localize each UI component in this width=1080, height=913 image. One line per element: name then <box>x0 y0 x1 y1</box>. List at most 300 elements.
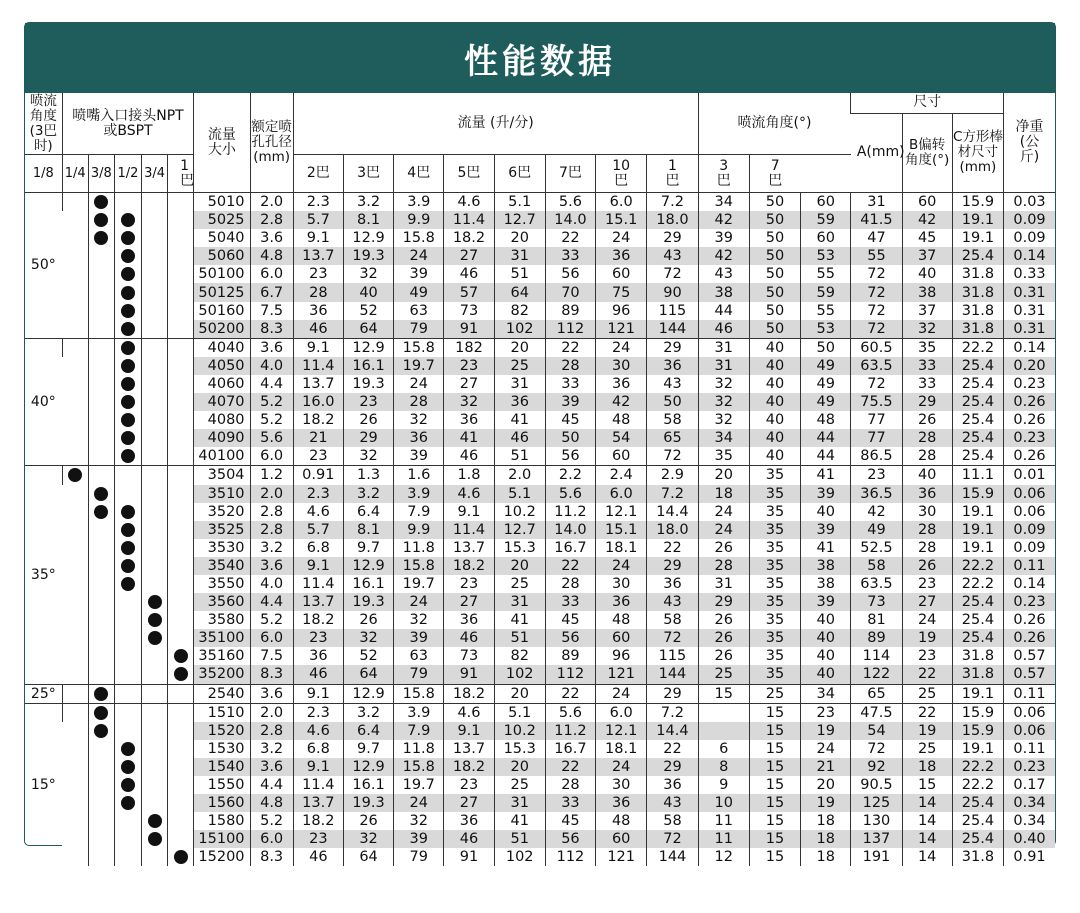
flow-cell: 27 <box>444 794 494 812</box>
flow-cell: 79 <box>394 320 444 339</box>
flow-cell: 102 <box>494 665 545 684</box>
flow-size-cell: 1540 <box>194 758 250 776</box>
dimension-cell-a: 77 <box>851 429 902 447</box>
inlet-size-cell <box>88 320 114 339</box>
flow-cell: 89 <box>545 647 595 665</box>
orifice-cell: 6.0 <box>250 830 293 848</box>
flow-cell: 19.7 <box>394 575 444 593</box>
table-row <box>25 557 1055 575</box>
table-row <box>25 247 1055 265</box>
inlet-size-cell <box>62 503 88 521</box>
header-inlet-size: 1/2 <box>114 155 141 193</box>
flow-cell: 51 <box>494 265 545 283</box>
inlet-size-cell <box>142 629 168 647</box>
dimension-cell-w: 0.26 <box>1004 411 1055 429</box>
flow-cell: 36 <box>444 812 494 830</box>
inlet-size-cell <box>114 375 141 393</box>
flow-cell: 46 <box>444 447 494 466</box>
inlet-size-cell <box>168 193 194 212</box>
angle-cell: 40 <box>749 447 800 466</box>
dimension-cell-a: 47.5 <box>851 703 902 722</box>
flow-cell: 6.8 <box>293 740 343 758</box>
dimension-cell-c: 25.4 <box>952 411 1003 429</box>
angle-cell: 31 <box>698 338 749 357</box>
inlet-size-cell <box>88 740 114 758</box>
flow-cell: 24 <box>596 338 647 357</box>
flow-cell: 19.3 <box>343 247 393 265</box>
flow-cell: 18.2 <box>444 229 494 247</box>
inlet-size-cell <box>88 229 114 247</box>
flow-cell: 22 <box>545 229 595 247</box>
dimension-cell-b: 33 <box>902 375 952 393</box>
flow-size-cell: 3530 <box>194 539 250 557</box>
flow-cell: 11.4 <box>293 776 343 794</box>
dimension-cell-b: 36 <box>902 485 952 503</box>
angle-cell: 40 <box>749 338 800 357</box>
inlet-size-cell <box>114 193 141 212</box>
flow-cell: 72 <box>647 830 698 848</box>
table-row <box>25 447 1055 466</box>
inlet-available-dot-icon <box>94 231 108 245</box>
angle-cell: 40 <box>801 503 851 521</box>
flow-cell: 64 <box>494 283 545 301</box>
dimension-cell-a: 36.5 <box>851 485 902 503</box>
orifice-cell: 2.0 <box>250 193 293 212</box>
flow-cell: 24 <box>394 375 444 393</box>
header-flow-pressure: 10巴 <box>596 155 647 193</box>
orifice-cell: 2.0 <box>250 485 293 503</box>
flow-cell: 5.7 <box>293 211 343 229</box>
inlet-size-cell <box>62 557 88 575</box>
dimension-cell-w: 0.09 <box>1004 229 1055 247</box>
flow-cell: 121 <box>596 320 647 339</box>
inlet-size-cell <box>62 466 88 485</box>
orifice-cell: 3.6 <box>250 758 293 776</box>
orifice-cell: 3.6 <box>250 338 293 357</box>
inlet-available-dot-icon <box>148 595 162 609</box>
dimension-cell-w: 0.31 <box>1004 283 1055 301</box>
dimension-cell-b: 14 <box>902 848 952 866</box>
flow-cell: 20 <box>494 338 545 357</box>
performance-data-card <box>24 22 1056 866</box>
inlet-available-dot-icon <box>121 249 135 263</box>
inlet-size-cell <box>62 193 88 212</box>
flow-cell: 8.1 <box>343 521 393 539</box>
flow-cell: 3.2 <box>343 485 393 503</box>
header-dimensions: 尺寸 <box>851 93 1004 113</box>
flow-cell: 39 <box>394 265 444 283</box>
flow-cell: 115 <box>647 302 698 320</box>
header-flow-pressure: 4巴 <box>394 155 444 193</box>
flow-cell: 29 <box>343 429 393 447</box>
angle-cell: 40 <box>749 393 800 411</box>
flow-cell: 45 <box>545 411 595 429</box>
flow-cell: 60 <box>596 830 647 848</box>
flow-cell: 5.6 <box>545 703 595 722</box>
inlet-size-cell <box>142 794 168 812</box>
dimension-cell-a: 77 <box>851 411 902 429</box>
inlet-size-cell <box>88 812 114 830</box>
flow-size-cell: 40100 <box>194 447 250 466</box>
angle-cell: 39 <box>801 593 851 611</box>
inlet-available-dot-icon <box>148 613 162 627</box>
flow-cell: 14.4 <box>647 503 698 521</box>
flow-size-cell: 4080 <box>194 411 250 429</box>
flow-cell: 36 <box>494 393 545 411</box>
angle-cell: 26 <box>698 611 749 629</box>
inlet-size-cell <box>168 265 194 283</box>
inlet-size-cell <box>62 302 88 320</box>
dimension-cell-c: 19.1 <box>952 740 1003 758</box>
flow-cell: 26 <box>343 812 393 830</box>
flow-cell: 82 <box>494 647 545 665</box>
inlet-available-dot-icon <box>121 505 135 519</box>
dimension-cell-b: 33 <box>902 357 952 375</box>
orifice-cell: 5.2 <box>250 611 293 629</box>
flow-cell: 1.3 <box>343 466 393 485</box>
dimension-cell-a: 72 <box>851 375 902 393</box>
dimension-cell-b: 29 <box>902 393 952 411</box>
angle-cell: 15 <box>749 722 800 740</box>
flow-size-cell: 1510 <box>194 703 250 722</box>
flow-cell: 16.7 <box>545 740 595 758</box>
flow-cell: 16.0 <box>293 393 343 411</box>
flow-size-cell: 1530 <box>194 740 250 758</box>
flow-cell: 39 <box>394 447 444 466</box>
angle-cell: 35 <box>749 647 800 665</box>
flow-cell: 5.6 <box>545 485 595 503</box>
inlet-size-cell <box>142 740 168 758</box>
orifice-cell: 7.5 <box>250 302 293 320</box>
angle-cell: 25 <box>698 665 749 684</box>
header-dim-b: B偏转角度(°) <box>902 113 952 193</box>
flow-cell: 36 <box>444 611 494 629</box>
angle-cell: 18 <box>801 830 851 848</box>
inlet-size-cell <box>88 703 114 722</box>
flow-cell: 48 <box>596 611 647 629</box>
flow-cell: 12.9 <box>343 338 393 357</box>
flow-cell: 18.2 <box>444 557 494 575</box>
dimension-cell-w: 0.31 <box>1004 320 1055 339</box>
orifice-cell: 2.0 <box>250 703 293 722</box>
inlet-size-cell <box>168 830 194 848</box>
dimension-cell-c: 31.8 <box>952 848 1003 866</box>
inlet-size-cell <box>114 557 141 575</box>
inlet-available-dot-icon <box>121 322 135 336</box>
dimension-cell-c: 25.4 <box>952 357 1003 375</box>
spray-angle-group-label: 35° <box>25 466 62 684</box>
dimension-cell-c: 31.8 <box>952 265 1003 283</box>
inlet-size-cell <box>114 848 141 866</box>
dimension-cell-a: 73 <box>851 593 902 611</box>
angle-cell <box>698 722 749 740</box>
inlet-size-cell <box>168 665 194 684</box>
inlet-size-cell <box>114 629 141 647</box>
header-spray-angle: 喷流角度(°) <box>698 93 851 155</box>
dimension-cell-a: 114 <box>851 647 902 665</box>
inlet-size-cell <box>114 393 141 411</box>
flow-cell: 15.8 <box>394 229 444 247</box>
angle-cell: 15 <box>749 830 800 848</box>
flow-cell: 19.3 <box>343 375 393 393</box>
angle-cell: 35 <box>749 539 800 557</box>
inlet-size-cell <box>142 466 168 485</box>
flow-cell: 24 <box>394 794 444 812</box>
orifice-cell: 3.2 <box>250 539 293 557</box>
flow-size-cell: 50125 <box>194 283 250 301</box>
flow-cell: 15.8 <box>394 338 444 357</box>
inlet-size-cell <box>168 503 194 521</box>
angle-cell: 40 <box>801 629 851 647</box>
inlet-size-cell <box>62 684 88 703</box>
flow-cell: 2.3 <box>293 703 343 722</box>
inlet-size-cell <box>62 247 88 265</box>
flow-cell: 60 <box>596 447 647 466</box>
header-flow-pressure: 2巴 <box>293 155 343 193</box>
flow-cell: 29 <box>647 557 698 575</box>
flow-cell: 46 <box>293 320 343 339</box>
inlet-size-cell <box>168 211 194 229</box>
table-row <box>25 357 1055 375</box>
inlet-available-dot-icon <box>94 195 108 209</box>
inlet-available-dot-icon <box>174 850 188 864</box>
flow-cell: 32 <box>444 393 494 411</box>
orifice-cell: 5.2 <box>250 411 293 429</box>
orifice-cell: 7.5 <box>250 647 293 665</box>
angle-cell: 6 <box>698 740 749 758</box>
flow-cell: 18.2 <box>293 812 343 830</box>
inlet-size-cell <box>62 375 88 393</box>
flow-cell: 30 <box>596 575 647 593</box>
flow-cell: 23 <box>444 575 494 593</box>
inlet-available-dot-icon <box>121 778 135 792</box>
flow-cell: 12.7 <box>494 211 545 229</box>
inlet-size-cell <box>142 411 168 429</box>
inlet-size-cell <box>114 684 141 703</box>
inlet-size-cell <box>114 647 141 665</box>
orifice-cell: 4.4 <box>250 593 293 611</box>
flow-cell: 12.9 <box>343 229 393 247</box>
inlet-size-cell <box>88 830 114 848</box>
table-row <box>25 812 1055 830</box>
flow-cell: 9.1 <box>444 722 494 740</box>
inlet-size-cell <box>62 794 88 812</box>
dimension-cell-b: 40 <box>902 466 952 485</box>
inlet-size-cell <box>142 665 168 684</box>
orifice-cell: 6.7 <box>250 283 293 301</box>
table-row <box>25 684 1055 703</box>
inlet-size-cell <box>88 758 114 776</box>
header-angle-pressure: 3巴 <box>698 155 749 193</box>
dimension-cell-c: 31.8 <box>952 665 1003 684</box>
flow-cell: 25 <box>494 776 545 794</box>
flow-size-cell: 1520 <box>194 722 250 740</box>
inlet-size-cell <box>62 447 88 466</box>
inlet-size-cell <box>114 503 141 521</box>
angle-cell <box>698 703 749 722</box>
flow-cell: 9.1 <box>293 338 343 357</box>
angle-cell: 59 <box>801 283 851 301</box>
flow-size-cell: 35160 <box>194 647 250 665</box>
angle-cell: 40 <box>749 411 800 429</box>
dimension-cell-w: 0.01 <box>1004 466 1055 485</box>
angle-cell: 26 <box>698 539 749 557</box>
table-row <box>25 229 1055 247</box>
inlet-size-cell <box>62 320 88 339</box>
flow-cell: 2.3 <box>293 193 343 212</box>
flow-cell: 10.2 <box>494 503 545 521</box>
flow-cell: 36 <box>647 575 698 593</box>
header-flow-pressure: 7巴 <box>545 155 595 193</box>
angle-cell: 50 <box>801 338 851 357</box>
inlet-size-cell <box>114 485 141 503</box>
angle-cell: 31 <box>698 575 749 593</box>
table-row <box>25 794 1055 812</box>
flow-cell: 12.9 <box>343 684 393 703</box>
angle-cell: 25 <box>749 684 800 703</box>
orifice-cell: 8.3 <box>250 848 293 866</box>
flow-size-cell: 1560 <box>194 794 250 812</box>
flow-size-cell: 50160 <box>194 302 250 320</box>
flow-cell: 20 <box>494 758 545 776</box>
dimension-cell-b: 19 <box>902 722 952 740</box>
inlet-size-cell <box>142 611 168 629</box>
flow-cell: 5.1 <box>494 193 545 212</box>
dimension-cell-w: 0.20 <box>1004 357 1055 375</box>
table-row <box>25 740 1055 758</box>
dimension-cell-a: 63.5 <box>851 357 902 375</box>
flow-cell: 1.8 <box>444 466 494 485</box>
header-inlet: 喷嘴入口接头NPT或BSPT <box>62 93 194 155</box>
inlet-size-cell <box>88 722 114 740</box>
inlet-size-cell <box>142 703 168 722</box>
orifice-cell: 3.6 <box>250 229 293 247</box>
flow-cell: 144 <box>647 665 698 684</box>
flow-cell: 75 <box>596 283 647 301</box>
flow-cell: 33 <box>545 593 595 611</box>
angle-cell: 39 <box>698 229 749 247</box>
inlet-size-cell <box>88 665 114 684</box>
dimension-cell-a: 72 <box>851 740 902 758</box>
flow-cell: 70 <box>545 283 595 301</box>
inlet-size-cell <box>168 229 194 247</box>
inlet-size-cell <box>142 302 168 320</box>
orifice-cell: 2.8 <box>250 521 293 539</box>
flow-size-cell: 50100 <box>194 265 250 283</box>
dimension-cell-b: 60 <box>902 193 952 212</box>
inlet-size-cell <box>62 411 88 429</box>
dimension-cell-a: 72 <box>851 320 902 339</box>
flow-cell: 11.4 <box>444 211 494 229</box>
inlet-size-cell <box>62 429 88 447</box>
angle-cell: 35 <box>749 521 800 539</box>
inlet-size-cell <box>168 393 194 411</box>
dimension-cell-w: 0.11 <box>1004 684 1055 703</box>
flow-cell: 112 <box>545 665 595 684</box>
flow-cell: 27 <box>444 593 494 611</box>
angle-cell: 21 <box>801 758 851 776</box>
flow-cell: 7.2 <box>647 485 698 503</box>
orifice-cell: 4.0 <box>250 357 293 375</box>
orifice-cell: 6.0 <box>250 265 293 283</box>
dimension-cell-b: 32 <box>902 320 952 339</box>
flow-cell: 36 <box>596 794 647 812</box>
flow-cell: 121 <box>596 848 647 866</box>
flow-cell: 48 <box>596 411 647 429</box>
inlet-size-cell <box>142 575 168 593</box>
table-row <box>25 393 1055 411</box>
angle-cell: 10 <box>698 794 749 812</box>
angle-cell: 24 <box>698 503 749 521</box>
dimension-cell-w: 0.26 <box>1004 629 1055 647</box>
inlet-size-cell <box>62 593 88 611</box>
flow-cell: 56 <box>545 629 595 647</box>
inlet-size-cell <box>142 193 168 212</box>
angle-cell: 60 <box>801 193 851 212</box>
angle-cell: 50 <box>749 302 800 320</box>
page-title: 性能数据 <box>25 23 1055 93</box>
flow-cell: 112 <box>545 320 595 339</box>
flow-cell: 9.9 <box>394 211 444 229</box>
inlet-size-cell <box>114 575 141 593</box>
flow-cell: 23 <box>293 629 343 647</box>
table-row <box>25 193 1055 212</box>
flow-cell: 6.0 <box>596 193 647 212</box>
flow-cell: 15.1 <box>596 521 647 539</box>
flow-cell: 64 <box>343 665 393 684</box>
inlet-size-cell <box>142 758 168 776</box>
inlet-available-dot-icon <box>121 559 135 573</box>
inlet-size-cell <box>88 393 114 411</box>
flow-cell: 2.3 <box>293 485 343 503</box>
inlet-size-cell <box>168 247 194 265</box>
flow-cell: 39 <box>394 830 444 848</box>
dimension-cell-c: 22.2 <box>952 338 1003 357</box>
inlet-size-cell <box>88 283 114 301</box>
angle-cell: 20 <box>801 776 851 794</box>
inlet-size-cell <box>168 539 194 557</box>
angle-cell: 26 <box>698 647 749 665</box>
angle-cell: 19 <box>801 794 851 812</box>
inlet-size-cell <box>88 302 114 320</box>
flow-cell: 5.7 <box>293 521 343 539</box>
flow-cell: 14.0 <box>545 211 595 229</box>
dimension-cell-w: 0.34 <box>1004 812 1055 830</box>
dimension-cell-w: 0.03 <box>1004 193 1055 212</box>
flow-cell: 7.2 <box>647 703 698 722</box>
dimension-cell-a: 89 <box>851 629 902 647</box>
inlet-available-dot-icon <box>121 267 135 281</box>
flow-cell: 58 <box>647 411 698 429</box>
flow-cell: 42 <box>596 393 647 411</box>
dimension-cell-a: 75.5 <box>851 393 902 411</box>
angle-cell: 41 <box>801 539 851 557</box>
flow-cell: 56 <box>545 447 595 466</box>
flow-cell: 96 <box>596 647 647 665</box>
flow-cell: 54 <box>596 429 647 447</box>
flow-cell: 36 <box>596 247 647 265</box>
angle-cell: 35 <box>698 447 749 466</box>
angle-cell: 42 <box>698 247 749 265</box>
orifice-cell: 4.4 <box>250 776 293 794</box>
inlet-available-dot-icon <box>121 286 135 300</box>
inlet-size-cell <box>62 485 88 503</box>
inlet-available-dot-icon <box>121 213 135 227</box>
flow-size-cell: 4070 <box>194 393 250 411</box>
angle-cell: 49 <box>801 375 851 393</box>
flow-cell: 3.9 <box>394 703 444 722</box>
header-flow-pressure: 3巴 <box>343 155 393 193</box>
